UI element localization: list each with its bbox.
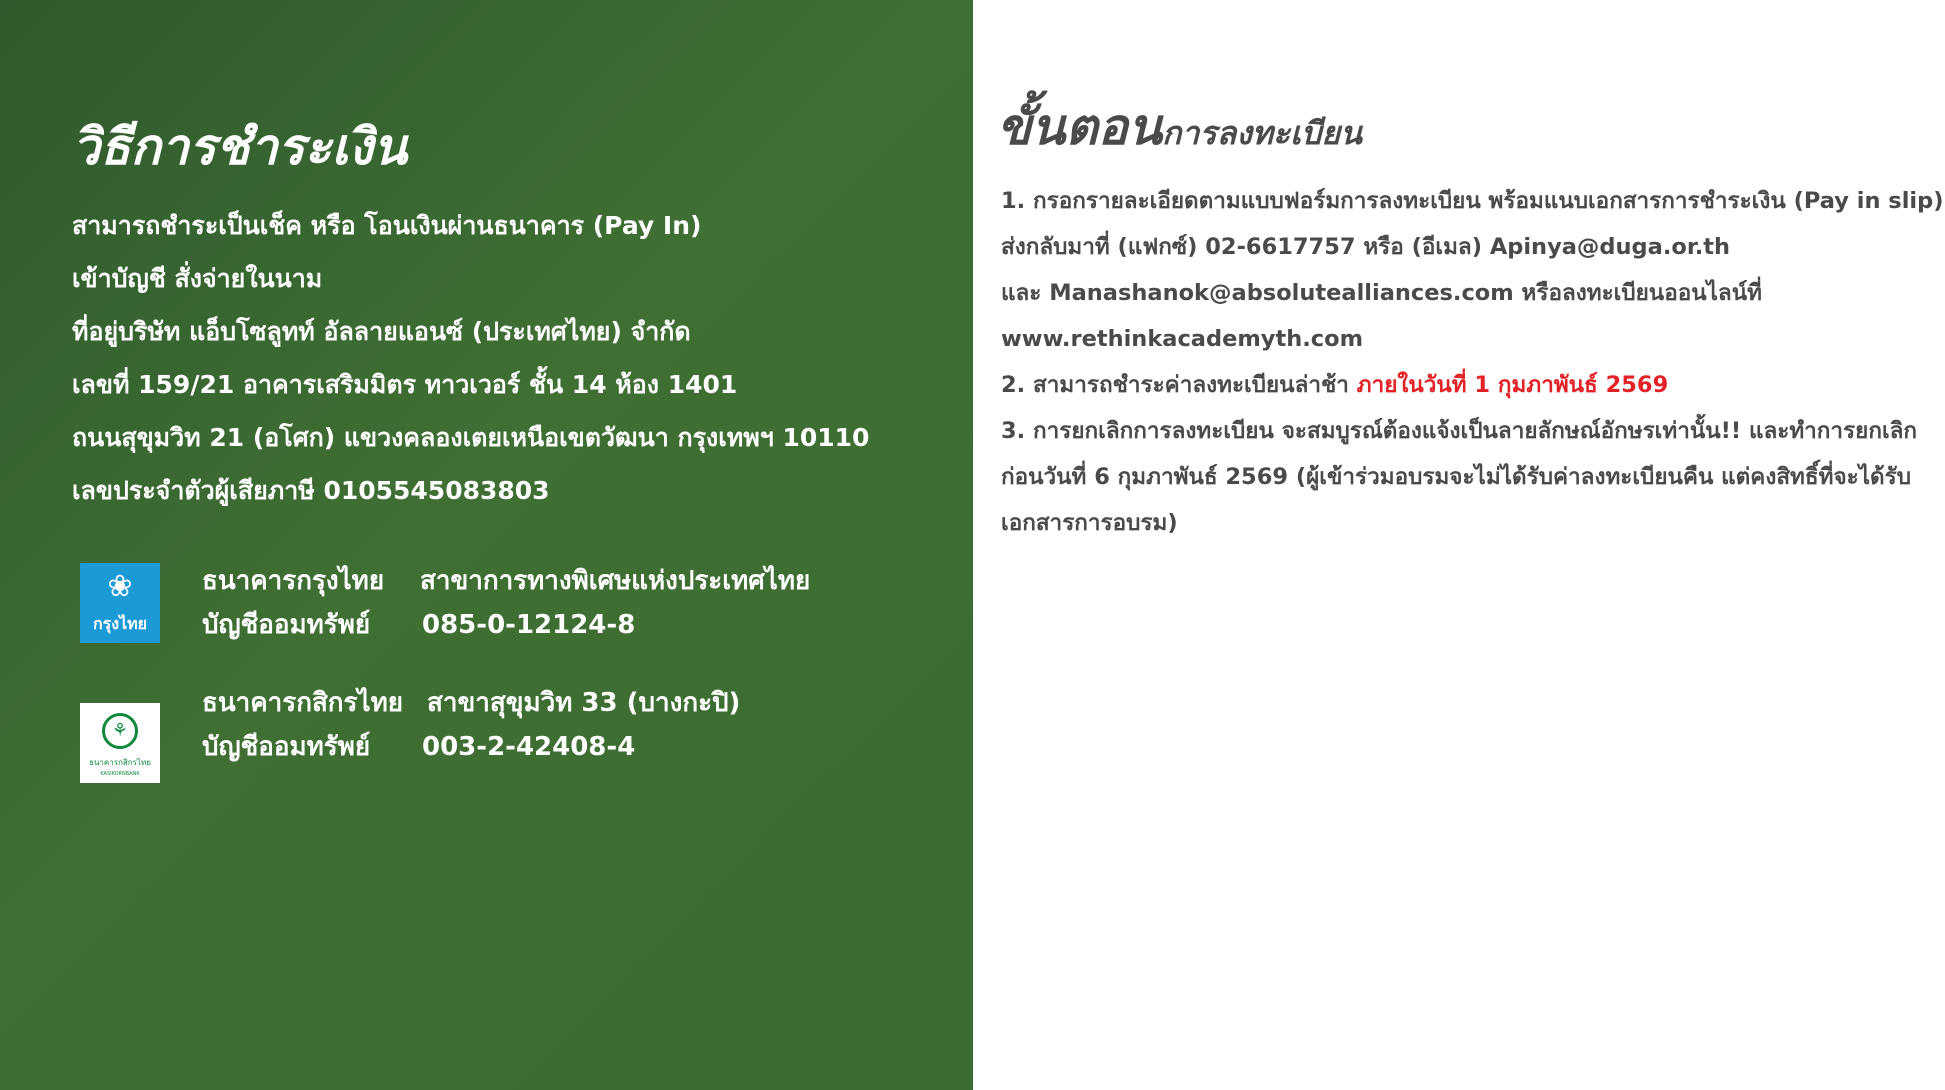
payment-line: เลขประจำตัวผู้เสียภาษี 0105545083803 (72, 476, 550, 505)
registration-title (997, 92, 1362, 171)
step-line: ส่งกลับมาที่ (แฟกซ์) 02-6617757 หรือ (อีเมล) Apinya@duga.or.th (1001, 234, 1731, 260)
payment-title: วิธีการชำระเงิน (72, 118, 408, 176)
bank-entry-kasikorn (80, 688, 940, 785)
payment-details (72, 204, 869, 522)
account-type: บัญชีออมทรัพย์ (202, 732, 371, 762)
payment-line: ที่อยู่บริษัท แอ็บโซลูทท์ อัลลายแอนซ์ (ประเทศไทย) จำกัด (72, 317, 691, 346)
bank-name-row (202, 559, 811, 603)
payment-line: เลขที่ 159/21 อาคารเสริมมิตร ทาวเวอร์ ชั้น 14 ห้อง 1401 (72, 370, 738, 399)
bank-branch: สาขาการทางพิเศษแห่งประเทศไทย (420, 566, 811, 596)
bank-account-row (202, 603, 636, 647)
bank-name: ธนาคารกสิกรไทย (202, 688, 403, 718)
registration-title-main: ขั้นตอน (997, 98, 1163, 156)
step-line: และ Manashanok@absolutealliances.com หรือลงทะเบียนออนไลน์ที่ (1001, 280, 1762, 306)
step-text: 2. สามารถชำระค่าลงทะเบียนล่าช้า (1001, 372, 1357, 398)
bank-account-row (202, 725, 636, 769)
krungthai-emblem-icon: ❀ (107, 569, 133, 604)
krungthai-logo-text: กรุงไทย (92, 614, 148, 633)
step-line: 3. การยกเลิกการลงทะเบียน จะสมบูรณ์ต้องแจ้งเป็นลายลักษณ์อักษรเท่านั้น!! และทำการยกเลิก (1001, 418, 1918, 444)
step-line: ก่อนวันที่ 6 กุมภาพันธ์ 2569 (ผู้เข้าร่วมอบรมจะไม่ได้รับค่าลงทะเบียนคืน แต่คงสิทธิ์ที่จะได้รับ (1001, 464, 1912, 490)
account-number: 003-2-42408-4 (422, 732, 636, 762)
registration-panel (973, 0, 1945, 1090)
bank-branch: สาขาสุขุมวิท 33 (บางกะปิ) (427, 688, 741, 718)
bank-name-row (202, 681, 741, 725)
account-number: 085-0-12124-8 (422, 610, 636, 640)
step-line: เอกสารการอบรม) (1001, 510, 1178, 536)
registration-steps (1001, 178, 1944, 546)
payment-line: ถนนสุขุมวิท 21 (อโศก) แขวงคลองเตยเหนือเขตวัฒนา กรุงเทพฯ 10110 (72, 423, 870, 452)
krungthai-logo (80, 563, 160, 643)
bank-name: ธนาคารกรุงไทย (202, 566, 385, 596)
kasikorn-logo-text: ธนาคารกสิกรไทย (89, 758, 151, 767)
payment-line: เข้าบัญชี สั่งจ่ายในนาม (72, 264, 323, 293)
registration-title-sub: การลงทะเบียน (1162, 114, 1362, 152)
bank-entry-krungthai (80, 563, 940, 645)
account-type: บัญชีออมทรัพย์ (202, 610, 371, 640)
payment-line: สามารถชำระเป็นเช็ค หรือ โอนเงินผ่านธนาคาร (Pay In) (72, 211, 702, 240)
website-link[interactable]: www.rethinkacademyth.com (1001, 326, 1364, 352)
kasikorn-emblem-icon: ⚘ (102, 713, 138, 749)
step-line (1001, 362, 1931, 408)
kasikorn-logo-text-en: KASIKORNBANK (100, 771, 140, 777)
late-payment-deadline: ภายในวันที่ 1 กุมภาพันธ์ 2569 (1356, 372, 1669, 398)
kasikorn-logo (80, 703, 160, 783)
step-line: 1. กรอกรายละเอียดตามแบบฟอร์มการลงทะเบียน พร้อมแนบเอกสารการชำระเงิน (Pay in slip) (1001, 188, 1944, 214)
